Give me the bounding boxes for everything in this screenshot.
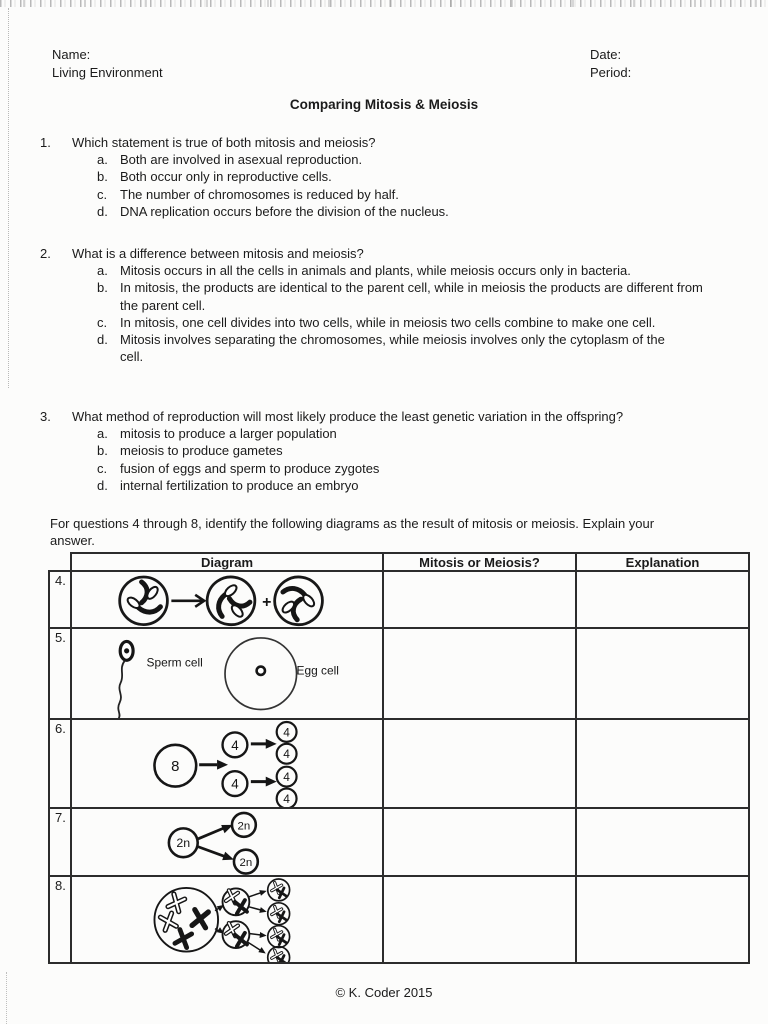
sperm-egg-diagram xyxy=(72,629,382,718)
diagram-cell-mitosis-division xyxy=(71,571,383,628)
option-letter: d. xyxy=(97,203,108,219)
option-d xyxy=(97,203,449,220)
gamete-cell-4 xyxy=(268,947,290,963)
intermediate-cell-top xyxy=(223,888,250,915)
name-label: Name: xyxy=(52,47,91,62)
ploidy-diagram xyxy=(72,809,382,875)
option-text: Both occur only in reproductive cells. xyxy=(120,169,332,185)
question-3 xyxy=(40,408,623,494)
option-c xyxy=(97,186,449,203)
row-number: 6. xyxy=(49,719,71,808)
scan-artifact-line xyxy=(8,8,9,388)
daughter-cell-2 xyxy=(271,573,326,626)
option-b xyxy=(97,168,449,185)
parent-cell xyxy=(120,577,168,625)
gamete-cell-2 xyxy=(268,903,290,925)
arrow-icon xyxy=(198,821,234,839)
option-c xyxy=(97,314,720,331)
chromosome-number-diagram xyxy=(72,720,382,807)
row-number: 8. xyxy=(49,876,71,963)
option-d xyxy=(97,331,720,365)
egg-cell-label: Egg cell xyxy=(296,663,339,678)
option-a xyxy=(97,425,623,442)
column-header-diagram: Diagram xyxy=(71,553,383,571)
option-text: DNA replication occurs before the division of the nucleus. xyxy=(120,203,449,219)
arrow-icon xyxy=(247,942,268,956)
question-2 xyxy=(40,245,720,365)
row-number: 7. xyxy=(49,808,71,876)
scan-noise-strip xyxy=(0,0,768,7)
column-header-explanation: Explanation xyxy=(576,553,749,571)
table-header-row xyxy=(49,553,749,571)
option-text: In mitosis, the products are identical to the parent cell, while in meiosis the products are different from the parent cell. xyxy=(120,280,703,313)
diagram-cell-meiosis-chromosomes xyxy=(71,876,383,963)
parent-cell-2n xyxy=(169,829,198,858)
question-text: What is a difference between mitosis and meiosis? xyxy=(72,246,364,261)
svg-text:4: 4 xyxy=(283,725,290,740)
intermediate-cell-bottom xyxy=(223,921,250,948)
daughter-cell-4-top xyxy=(223,732,248,757)
gamete-cell-3 xyxy=(268,926,290,948)
option-d xyxy=(97,477,623,494)
explanation-answer-cell xyxy=(576,876,749,963)
final-cell-4-4 xyxy=(277,789,297,808)
cell-division-diagram xyxy=(72,572,382,627)
question-text: What method of reproduction will most likely produce the least genetic variation in the offspring? xyxy=(72,409,624,424)
diagram-table xyxy=(48,552,750,964)
svg-text:2n: 2n xyxy=(239,857,253,870)
parent-cell-8 xyxy=(154,745,196,787)
svg-text:2n: 2n xyxy=(176,836,191,851)
row-number: 5. xyxy=(49,628,71,719)
question-1 xyxy=(40,134,449,220)
arrow-icon xyxy=(198,847,235,864)
final-cell-4-1 xyxy=(277,722,297,742)
mitosis-or-meiosis-answer-cell xyxy=(383,719,576,808)
option-text: Mitosis occurs in all the cells in animals and plants, while meiosis occurs only in bacteria. xyxy=(120,263,631,279)
option-a xyxy=(97,262,720,279)
daughter-cell-1 xyxy=(203,573,258,626)
question-number: 2. xyxy=(40,246,51,261)
svg-text:2n: 2n xyxy=(237,820,251,833)
sperm-cell xyxy=(118,641,133,718)
parent-cell xyxy=(154,888,218,952)
table-row xyxy=(49,628,749,719)
option-a xyxy=(97,151,449,168)
arrow-icon xyxy=(171,595,204,607)
arrow-icon xyxy=(251,777,277,787)
header-left xyxy=(52,46,163,82)
table-row xyxy=(49,719,749,808)
option-text: The number of chromosomes is reduced by half. xyxy=(120,186,399,202)
period-label: Period: xyxy=(590,65,632,80)
column-header-mitosis-or-meiosis: Mitosis or Meiosis? xyxy=(383,553,576,571)
svg-text:4: 4 xyxy=(283,792,290,807)
explanation-answer-cell xyxy=(576,571,749,628)
option-text: Both are involved in asexual reproduction. xyxy=(120,152,363,168)
option-letter: b. xyxy=(97,280,108,296)
explanation-answer-cell xyxy=(576,628,749,719)
option-letter: a. xyxy=(97,263,108,279)
arrow-icon xyxy=(250,932,267,939)
option-letter: b. xyxy=(97,443,108,459)
copyright-text: © K. Coder 2015 xyxy=(335,985,433,1000)
option-b xyxy=(97,442,623,459)
option-letter: d. xyxy=(97,332,108,348)
mitosis-or-meiosis-answer-cell xyxy=(383,571,576,628)
question-text: Which statement is true of both mitosis and meiosis? xyxy=(72,135,376,150)
svg-text:8: 8 xyxy=(171,759,180,776)
meiosis-chromosome-diagram xyxy=(72,877,382,962)
option-text: meiosis to produce gametes xyxy=(120,443,283,459)
mitosis-or-meiosis-answer-cell xyxy=(383,628,576,719)
option-b xyxy=(97,279,720,313)
option-letter: c. xyxy=(97,460,108,476)
gamete-cell-1 xyxy=(268,879,290,901)
svg-text:4: 4 xyxy=(283,770,290,785)
diagram-cell-8-to-4s xyxy=(71,719,383,808)
arrow-icon xyxy=(249,907,268,915)
egg-cell xyxy=(225,638,297,710)
header-right xyxy=(590,46,631,82)
option-letter: a. xyxy=(97,152,108,168)
plus-sign: + xyxy=(262,593,272,611)
arrow-icon xyxy=(251,739,277,749)
row-number: 4. xyxy=(49,571,71,628)
option-letter: c. xyxy=(97,186,108,202)
page-title: Comparing Mitosis & Meiosis xyxy=(289,97,479,112)
diagram-cell-sperm-egg xyxy=(71,628,383,719)
sperm-cell-label: Sperm cell xyxy=(146,655,203,670)
svg-text:4: 4 xyxy=(231,737,239,753)
option-letter: a. xyxy=(97,426,108,442)
option-text: In mitosis, one cell divides into two cells, while in meiosis two cells combine to make one cell. xyxy=(120,314,656,330)
question-number: 3. xyxy=(40,409,51,424)
option-text: Mitosis involves separating the chromosomes, while meiosis involves only the cytoplasm of the cell. xyxy=(120,332,665,365)
option-letter: d. xyxy=(97,477,108,493)
table-row xyxy=(49,876,749,963)
mitosis-or-meiosis-answer-cell xyxy=(383,808,576,876)
option-text: internal fertilization to produce an embryo xyxy=(120,477,359,493)
diagram-cell-2n-to-2n xyxy=(71,808,383,876)
mitosis-or-meiosis-answer-cell xyxy=(383,876,576,963)
final-cell-4-2 xyxy=(277,744,297,764)
arrow-icon xyxy=(249,888,268,897)
daughter-cell-4-bottom xyxy=(223,771,248,796)
final-cell-4-3 xyxy=(277,767,297,787)
header-empty-cell xyxy=(49,553,71,571)
svg-text:4: 4 xyxy=(231,776,239,792)
daughter-cell-2n-bottom xyxy=(234,850,258,874)
option-c xyxy=(97,460,623,477)
explanation-answer-cell xyxy=(576,808,749,876)
explanation-answer-cell xyxy=(576,719,749,808)
arrow-icon xyxy=(199,760,228,770)
option-letter: c. xyxy=(97,314,108,330)
option-letter: b. xyxy=(97,169,108,185)
course-label: Living Environment xyxy=(52,65,163,80)
svg-text:4: 4 xyxy=(283,747,290,762)
table-instructions: For questions 4 through 8, identify the following diagrams as the result of mitosis or meiosis. Explain your answer. xyxy=(50,516,655,549)
date-label: Date: xyxy=(590,47,622,62)
table-row xyxy=(49,808,749,876)
table-row xyxy=(49,571,749,628)
question-number: 1. xyxy=(40,135,51,150)
option-text: mitosis to produce a larger population xyxy=(120,426,337,442)
daughter-cell-2n-top xyxy=(232,813,256,837)
option-text: fusion of eggs and sperm to produce zygotes xyxy=(120,460,380,476)
